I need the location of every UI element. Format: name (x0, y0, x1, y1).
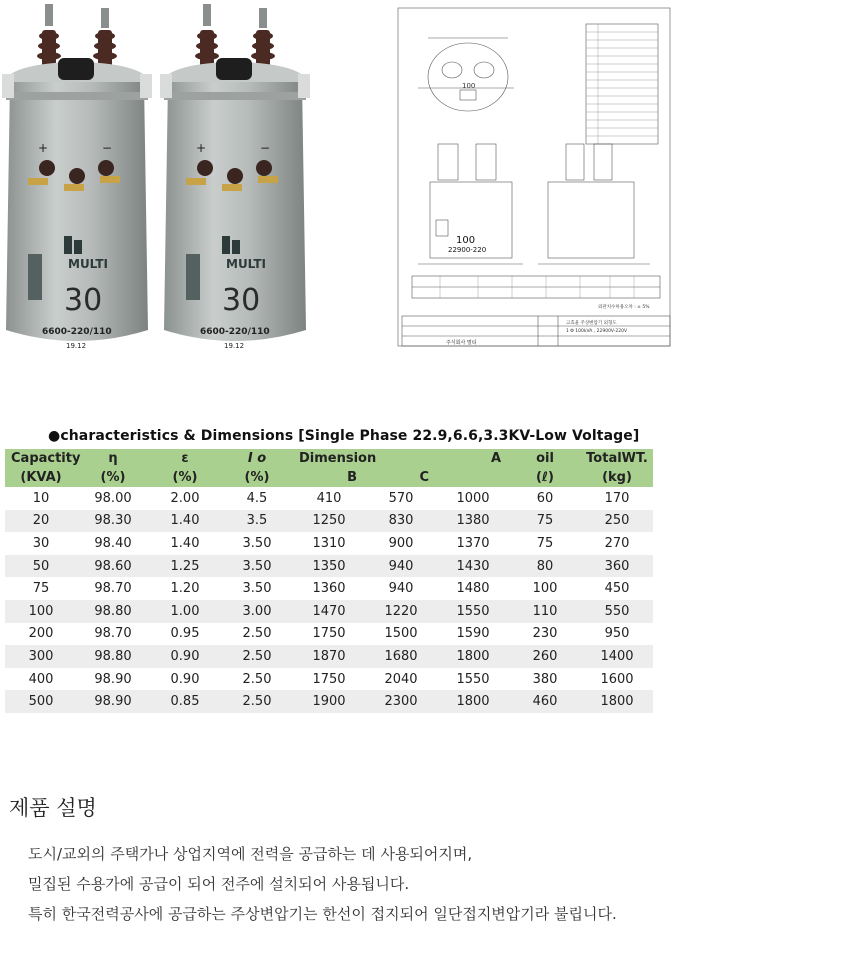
table-cell: 1600 (581, 668, 653, 691)
spec-table-body (5, 487, 653, 713)
table-cell: 2040 (365, 668, 437, 691)
table-cell: 1.40 (149, 510, 221, 533)
table-row (5, 645, 653, 668)
header-oil: oil (509, 449, 581, 468)
table-cell: 1430 (437, 555, 509, 578)
header-eta: η (77, 449, 149, 468)
table-cell: 380 (509, 668, 581, 691)
table-cell: 50 (5, 555, 77, 578)
table-cell: 400 (5, 668, 77, 691)
description-line-1: 도시/교외의 주택가나 상업지역에 전력을 공급하는 데 사용되어지며, (28, 845, 473, 863)
header-unit-weight: (kg) (581, 468, 653, 487)
table-cell: 410 (293, 487, 365, 510)
transformer-photo-2 (160, 0, 310, 360)
table-cell: 1590 (437, 623, 509, 646)
table-row (5, 555, 653, 578)
table-cell: 830 (365, 510, 437, 533)
transformer-illustration (160, 0, 310, 360)
table-cell: 98.30 (77, 510, 149, 533)
table-cell: 450 (581, 577, 653, 600)
table-cell: 0.85 (149, 690, 221, 713)
svg-text:+: + (196, 141, 207, 155)
table-cell: 1750 (293, 623, 365, 646)
table-cell: 1370 (437, 532, 509, 555)
rating-text: 30 (222, 283, 261, 318)
table-row (5, 487, 653, 510)
description-line-2: 밀집된 수용가에 공급이 되어 전주에 설치되어 사용됩니다. (28, 875, 410, 893)
header-row-1 (5, 449, 653, 468)
table-row (5, 577, 653, 600)
table-cell: 100 (509, 577, 581, 600)
table-cell: 1800 (437, 690, 509, 713)
table-cell: 0.90 (149, 645, 221, 668)
table-row (5, 532, 653, 555)
table-cell: 900 (365, 532, 437, 555)
transformer-photo-1 (2, 0, 152, 360)
table-cell: 2.50 (221, 668, 293, 691)
header-unit-oil: (ℓ) (509, 468, 581, 487)
header-c: C (365, 468, 437, 487)
table-cell: 0.95 (149, 623, 221, 646)
header-a: A (437, 449, 509, 468)
tolerance-note: 외관치수허용오차 : ± 5% (598, 305, 650, 310)
table-cell: 570 (365, 487, 437, 510)
header-row-2 (5, 468, 653, 487)
header-io: I o (221, 449, 293, 468)
table-row (5, 623, 653, 646)
header-b: B (293, 468, 365, 487)
table-cell: 98.00 (77, 487, 149, 510)
table-cell: 1380 (437, 510, 509, 533)
table-cell: 940 (365, 555, 437, 578)
table-cell: 98.90 (77, 690, 149, 713)
logo-text: MULTI (68, 257, 108, 271)
header-dimension: Dimension (293, 449, 365, 468)
table-cell: 3.5 (221, 510, 293, 533)
description-line-3: 특히 한국전력공사에 공급하는 주상변압기는 한선이 접지되어 일단접지변압기라 불립니다. (28, 905, 617, 923)
table-cell: 80 (509, 555, 581, 578)
table-cell: 1350 (293, 555, 365, 578)
table-cell: 460 (509, 690, 581, 713)
table-cell: 110 (509, 600, 581, 623)
table-title: ●characteristics & Dimensions [Single Phase 22.9,6.6,3.3KV-Low Voltage] (48, 428, 640, 444)
header-unit-epsilon: (%) (149, 468, 221, 487)
table-cell: 1550 (437, 668, 509, 691)
drawing-subtitle: 1 Φ 100kVA , 22900V-220V (566, 329, 628, 334)
plate-rating: 100 (456, 235, 476, 246)
table-cell: 3.50 (221, 555, 293, 578)
drawing-title: 고효율 주상변압기 외형도 (566, 321, 617, 326)
table-cell: 75 (509, 532, 581, 555)
table-cell: 3.50 (221, 577, 293, 600)
table-cell: 550 (581, 600, 653, 623)
date-text: 19.12 (66, 342, 87, 350)
table-cell: 1.20 (149, 577, 221, 600)
drawing-top-label: 100 (462, 82, 476, 90)
table-cell: 230 (509, 623, 581, 646)
table-cell: 1470 (293, 600, 365, 623)
table-cell: 20 (5, 510, 77, 533)
table-cell: 4.5 (221, 487, 293, 510)
table-cell: 3.50 (221, 532, 293, 555)
table-cell: 2.50 (221, 623, 293, 646)
table-cell: 1000 (437, 487, 509, 510)
table-cell: 60 (509, 487, 581, 510)
table-cell: 98.90 (77, 668, 149, 691)
table-cell: 1220 (365, 600, 437, 623)
header-unit-kva: (KVA) (5, 468, 77, 487)
table-row (5, 668, 653, 691)
table-cell: 1800 (581, 690, 653, 713)
table-cell: 1.25 (149, 555, 221, 578)
transformer-illustration (2, 0, 152, 360)
table-row (5, 690, 653, 713)
table-cell: 1480 (437, 577, 509, 600)
table-cell: 1680 (365, 645, 437, 668)
table-cell: 1800 (437, 645, 509, 668)
header-total-weight: TotalWT. (581, 449, 653, 468)
drawing-svg (388, 2, 674, 350)
table-cell: 1900 (293, 690, 365, 713)
logo-text: MULTI (226, 257, 266, 271)
table-cell: 2.00 (149, 487, 221, 510)
table-cell: 30 (5, 532, 77, 555)
date-text: 19.12 (224, 342, 245, 350)
table-cell: 260 (509, 645, 581, 668)
table-cell: 75 (509, 510, 581, 533)
table-cell: 98.70 (77, 623, 149, 646)
table-cell: 1750 (293, 668, 365, 691)
table-cell: 1870 (293, 645, 365, 668)
table-cell: 98.80 (77, 645, 149, 668)
table-cell: 75 (5, 577, 77, 600)
table-cell: 98.60 (77, 555, 149, 578)
table-cell: 100 (5, 600, 77, 623)
table-cell: 1.40 (149, 532, 221, 555)
table-cell: 98.40 (77, 532, 149, 555)
table-cell: 2300 (365, 690, 437, 713)
table-cell: 250 (581, 510, 653, 533)
table-cell: 1250 (293, 510, 365, 533)
header-epsilon: ε (149, 449, 221, 468)
table-cell: 2.50 (221, 690, 293, 713)
table-cell: 1310 (293, 532, 365, 555)
table-cell: 10 (5, 487, 77, 510)
table-cell: 2.50 (221, 645, 293, 668)
table-row (5, 510, 653, 533)
section-title: 제품 설명 (9, 796, 97, 820)
drawing-company: 주식회사 멀티 (446, 340, 477, 346)
table-cell: 270 (581, 532, 653, 555)
table-cell: 98.70 (77, 577, 149, 600)
rating-text: 30 (64, 283, 103, 318)
table-cell: 500 (5, 690, 77, 713)
svg-text:+: + (38, 141, 49, 155)
table-cell: 950 (581, 623, 653, 646)
table-cell: 1400 (581, 645, 653, 668)
table-cell: 200 (5, 623, 77, 646)
table-cell: 940 (365, 577, 437, 600)
table-cell: 98.80 (77, 600, 149, 623)
svg-text:−: − (260, 141, 271, 155)
outline-drawing (388, 2, 674, 350)
voltage-text: 6600-220/110 (200, 327, 270, 337)
table-cell: 1500 (365, 623, 437, 646)
table-cell: 1.00 (149, 600, 221, 623)
voltage-text: 6600-220/110 (42, 327, 112, 337)
plate-voltage: 22900-220 (448, 246, 487, 254)
table-cell: 1550 (437, 600, 509, 623)
table-cell: 3.00 (221, 600, 293, 623)
table-cell: 170 (581, 487, 653, 510)
spec-table (5, 449, 653, 713)
header-unit-io: (%) (221, 468, 293, 487)
table-cell: 0.90 (149, 668, 221, 691)
header-unit-eta: (%) (77, 468, 149, 487)
table-cell: 360 (581, 555, 653, 578)
header-capacity: Capactity (5, 449, 77, 468)
table-cell: 1360 (293, 577, 365, 600)
svg-text:−: − (102, 141, 113, 155)
table-row (5, 600, 653, 623)
table-cell: 300 (5, 645, 77, 668)
